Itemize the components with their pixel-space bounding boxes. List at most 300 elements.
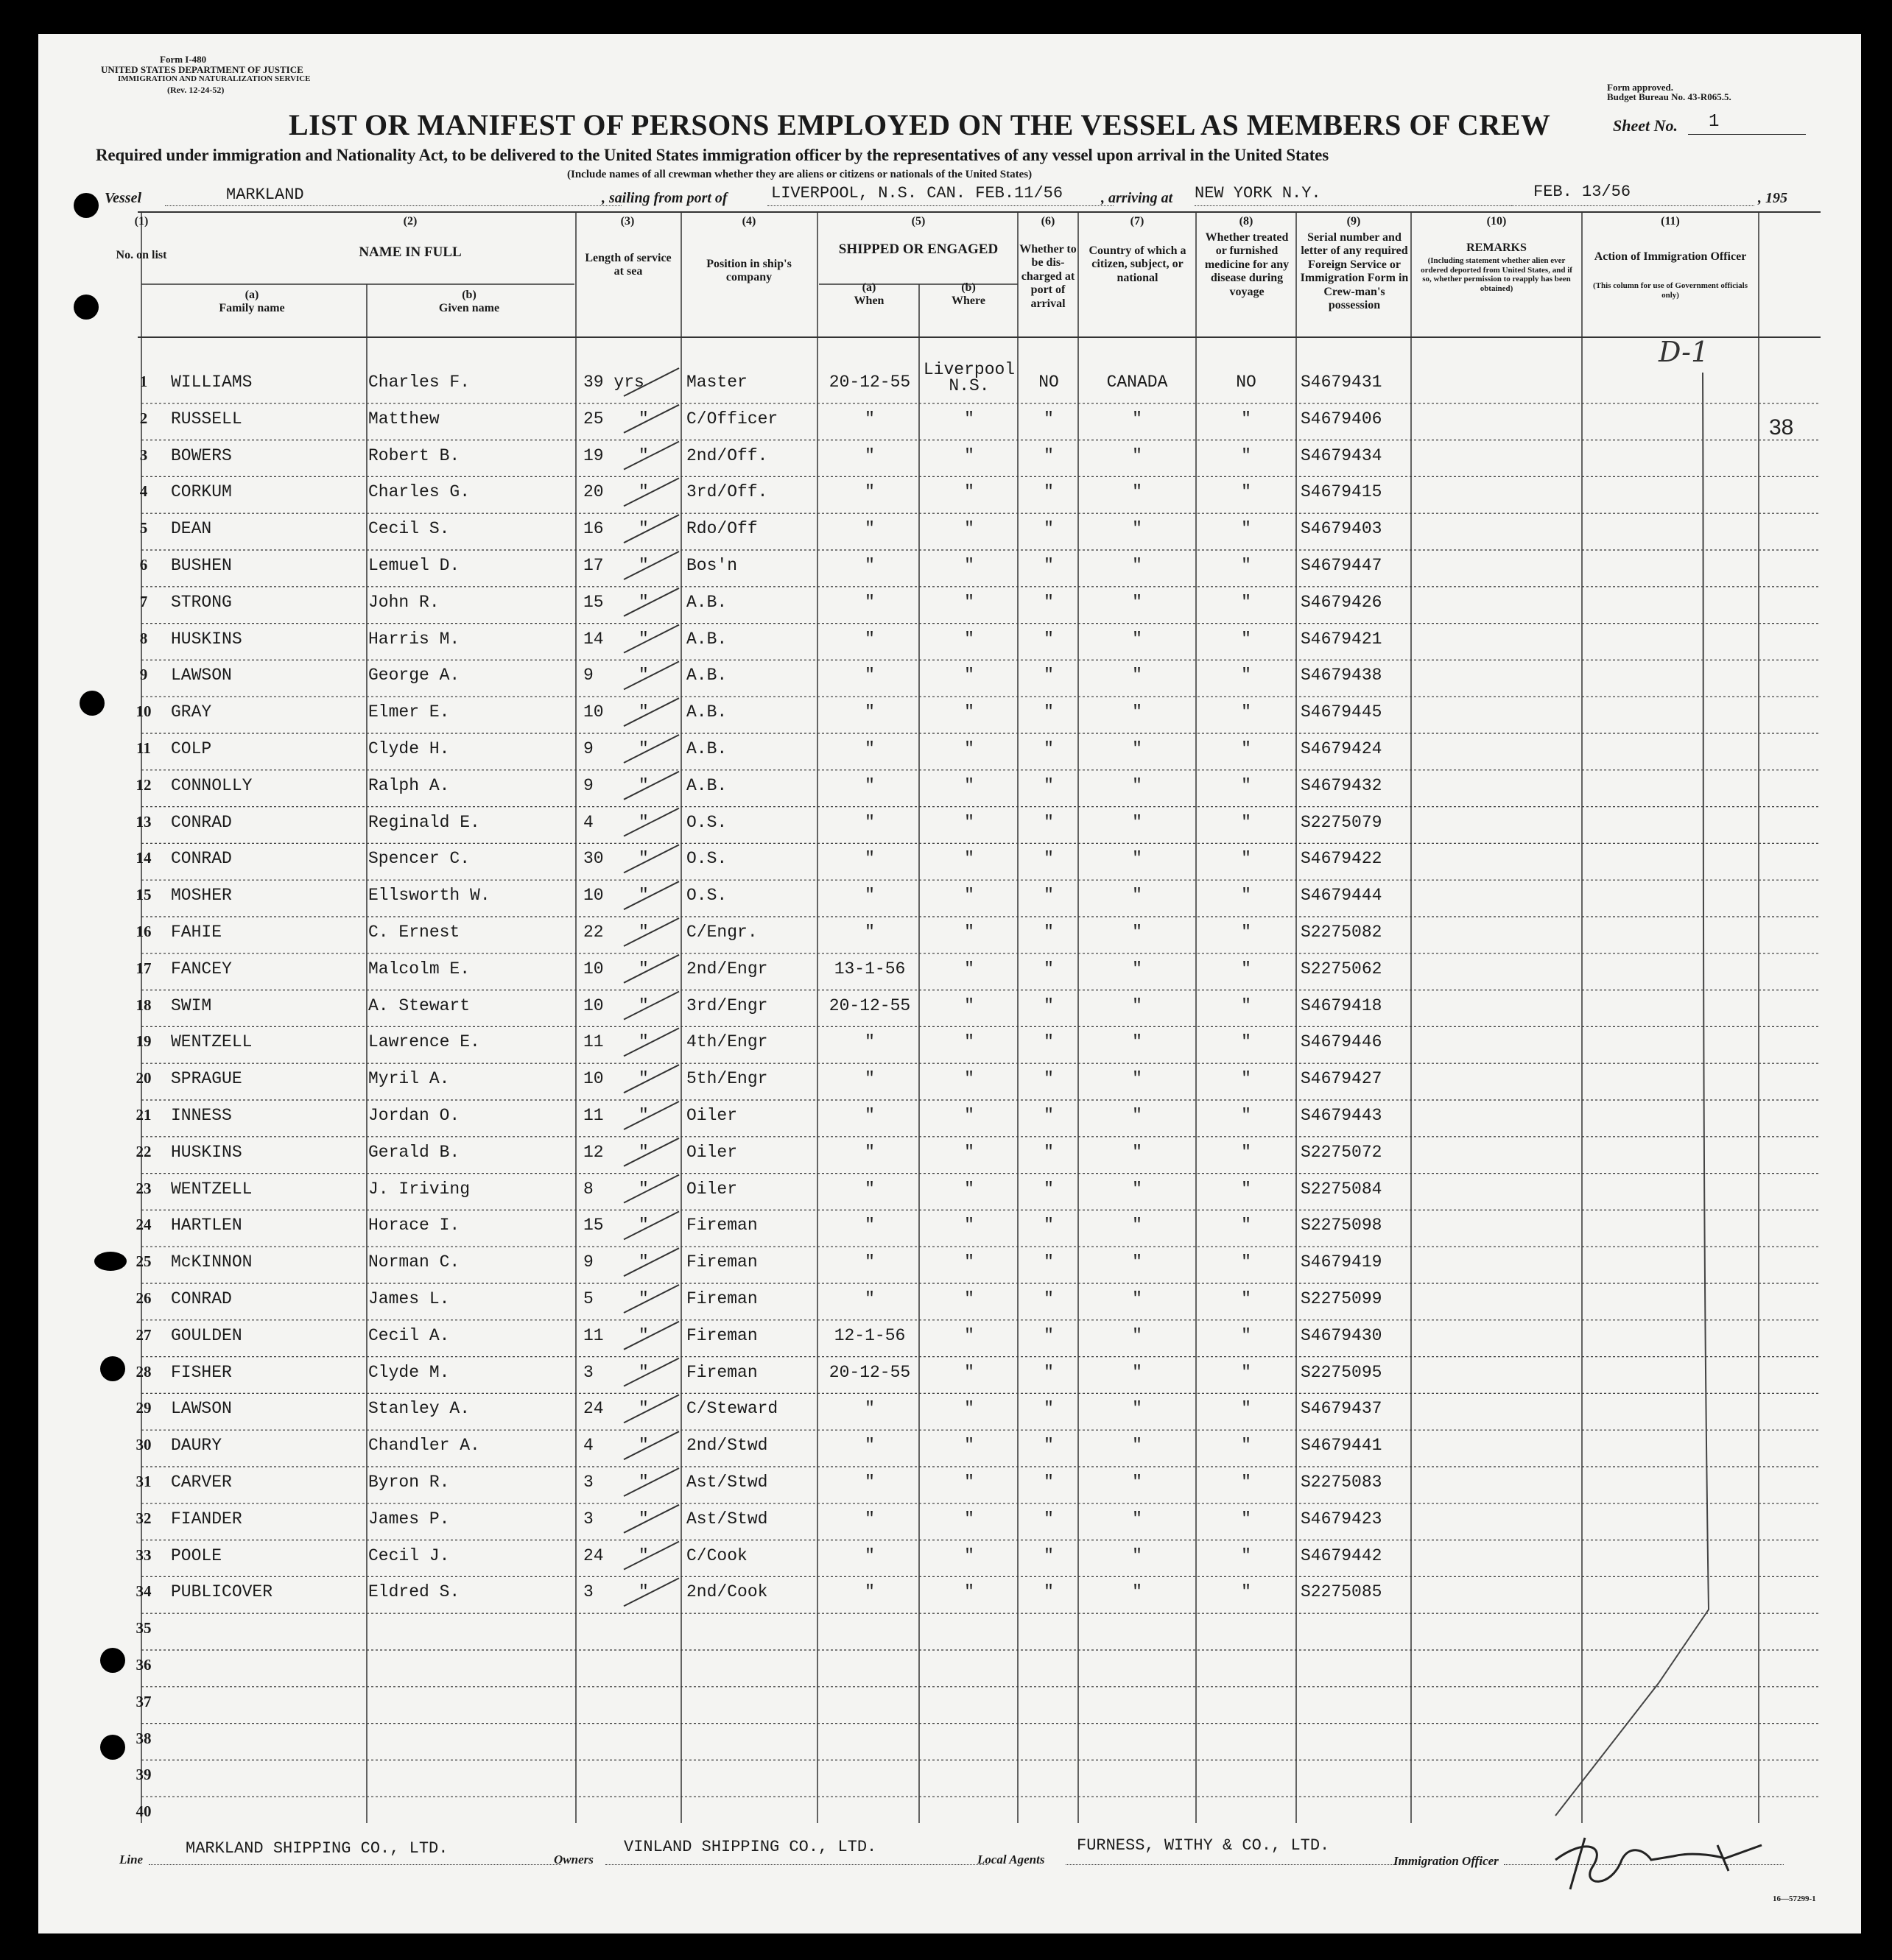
service-ditto: " bbox=[639, 923, 649, 942]
cell-serial: S4679445 bbox=[1301, 702, 1382, 722]
cell-when: 20-12-55 bbox=[829, 373, 911, 392]
cell-discharged: " bbox=[1044, 739, 1054, 758]
service-ditto: " bbox=[639, 666, 649, 685]
cell-discharged: " bbox=[1044, 849, 1054, 869]
cell-serial: S2275098 bbox=[1301, 1216, 1382, 1235]
cell-discharged: " bbox=[1044, 592, 1054, 612]
cell-serial: S4679432 bbox=[1301, 775, 1382, 795]
include-note: (Include names of all crewman whether they are aliens or citizens or nationals of the United States) bbox=[567, 169, 1033, 180]
cell-serial: S4679431 bbox=[1301, 373, 1382, 392]
cell-service: 3 bbox=[583, 1509, 594, 1529]
cell-position: A.B. bbox=[686, 629, 728, 649]
cell-country: " bbox=[1132, 1216, 1142, 1235]
service-ditto: " bbox=[639, 1545, 649, 1565]
cell-where: " bbox=[964, 886, 974, 906]
cell-country: " bbox=[1132, 1289, 1142, 1308]
cell-discharged: " bbox=[1044, 445, 1054, 465]
cell-family: LAWSON bbox=[171, 666, 232, 685]
form-revision: (Rev. 12-24-52) bbox=[167, 85, 225, 95]
service-ditto: " bbox=[639, 849, 649, 869]
cell-position: Fireman bbox=[686, 1325, 758, 1345]
cell-given: Ellsworth W. bbox=[368, 886, 490, 906]
row-number: 6 bbox=[139, 556, 148, 574]
cell-serial: S2275083 bbox=[1301, 1473, 1382, 1492]
cell-where: " bbox=[964, 592, 974, 612]
cell-position: Fireman bbox=[686, 1362, 758, 1382]
cell-family: BOWERS bbox=[171, 445, 232, 465]
cell-serial: S4679442 bbox=[1301, 1545, 1382, 1565]
cell-when: " bbox=[865, 519, 875, 539]
col5-header: SHIPPED OR ENGAGED bbox=[838, 242, 999, 257]
cell-country: " bbox=[1132, 775, 1142, 795]
cell-country: " bbox=[1132, 1142, 1142, 1162]
row-number: 3 bbox=[139, 445, 148, 464]
cell-medicine: " bbox=[1241, 1216, 1251, 1235]
cell-family: FISHER bbox=[171, 1362, 232, 1382]
cell-service: 11 bbox=[583, 1325, 604, 1345]
cell-given: James P. bbox=[368, 1509, 450, 1529]
cell-where: " bbox=[964, 519, 974, 539]
cell-country: " bbox=[1132, 995, 1142, 1015]
cell-country: " bbox=[1132, 1179, 1142, 1199]
cell-family: LAWSON bbox=[171, 1399, 232, 1419]
cell-discharged: " bbox=[1044, 923, 1054, 942]
cell-given: Charles F. bbox=[368, 373, 471, 392]
service-ditto: " bbox=[639, 1069, 649, 1089]
cell-where: " bbox=[964, 409, 974, 429]
cell-discharged: " bbox=[1044, 1473, 1054, 1492]
cell-family: McKINNON bbox=[171, 1252, 253, 1272]
cell-position: 4th/Engr bbox=[686, 1032, 768, 1052]
row-number: 7 bbox=[139, 592, 148, 610]
col11-header: Action of Immigration Officer bbox=[1594, 250, 1747, 263]
cell-family: GRAY bbox=[171, 702, 212, 722]
row-number: 38 bbox=[136, 1729, 152, 1747]
cell-service: 22 bbox=[583, 923, 604, 942]
service-ditto: " bbox=[639, 1509, 649, 1529]
cell-where: " bbox=[964, 1399, 974, 1419]
cell-where: " bbox=[964, 1545, 974, 1565]
cell-discharged: " bbox=[1044, 959, 1054, 979]
cell-medicine: " bbox=[1241, 629, 1251, 649]
cell-service: 3 bbox=[583, 1362, 594, 1382]
row-number: 37 bbox=[136, 1692, 152, 1710]
owners-company: VINLAND SHIPPING CO., LTD. bbox=[624, 1838, 877, 1856]
cell-service: 10 bbox=[583, 959, 604, 979]
cell-medicine: " bbox=[1241, 1325, 1251, 1345]
cell-where: " bbox=[964, 1106, 974, 1125]
cell-position: Oiler bbox=[686, 1106, 738, 1125]
cell-medicine: " bbox=[1241, 886, 1251, 906]
cell-given: John R. bbox=[368, 592, 440, 612]
cell-where: Liverpool N.S. bbox=[923, 360, 1016, 395]
service-ditto: " bbox=[639, 1032, 649, 1052]
cell-where: " bbox=[964, 1252, 974, 1272]
cell-medicine: " bbox=[1241, 1545, 1251, 1565]
cell-medicine: " bbox=[1241, 849, 1251, 869]
col1-number: (1) bbox=[134, 215, 149, 228]
subtitle: Required under immigration and Nationality Act, to be delivered to the United States immigration officer by the representatives of any vessel upon arrival in the United States bbox=[96, 146, 1329, 164]
cell-country: " bbox=[1132, 886, 1142, 906]
cell-serial: S4679403 bbox=[1301, 519, 1382, 539]
cell-service: 16 bbox=[583, 519, 604, 539]
cell-discharged: " bbox=[1044, 1216, 1054, 1235]
table-grid bbox=[38, 34, 1861, 1933]
cell-position: 2nd/Stwd bbox=[686, 1436, 768, 1456]
cell-given: Lawrence E. bbox=[368, 1032, 480, 1052]
cell-position: O.S. bbox=[686, 812, 728, 832]
action-mark: D-1 bbox=[1659, 336, 1709, 368]
cell-medicine: " bbox=[1241, 1509, 1251, 1529]
cell-service: 9 bbox=[583, 739, 594, 758]
cell-when: " bbox=[865, 1473, 875, 1492]
cell-when: " bbox=[865, 1289, 875, 1308]
cell-given: Eldred S. bbox=[368, 1582, 460, 1602]
agents-company: FURNESS, WITHY & CO., LTD. bbox=[1077, 1836, 1330, 1855]
cell-serial: S4679423 bbox=[1301, 1509, 1382, 1529]
cell-service: 4 bbox=[583, 812, 594, 832]
col4-header: Position in ship's company bbox=[706, 258, 792, 284]
cell-service: 20 bbox=[583, 482, 604, 502]
cell-given: Norman C. bbox=[368, 1252, 460, 1272]
cell-country: " bbox=[1132, 1436, 1142, 1456]
cell-country: " bbox=[1132, 482, 1142, 502]
cell-where: " bbox=[964, 482, 974, 502]
cell-serial: S4679406 bbox=[1301, 409, 1382, 429]
cell-position: Fireman bbox=[686, 1289, 758, 1308]
punch-hole bbox=[94, 1252, 127, 1271]
cell-when: " bbox=[865, 702, 875, 722]
cell-discharged: " bbox=[1044, 1252, 1054, 1272]
service-ditto: " bbox=[639, 886, 649, 906]
cell-service: 10 bbox=[583, 1069, 604, 1089]
col10-subheader: (Including statement whether alien ever ordered deported from United States, and if so, whether permission to reapply has been obtained) bbox=[1421, 256, 1572, 293]
row-number: 19 bbox=[136, 1032, 152, 1051]
row-number: 39 bbox=[136, 1766, 152, 1784]
cell-position: Bos'n bbox=[686, 556, 738, 575]
cell-position: 2nd/Cook bbox=[686, 1582, 768, 1602]
agency-line1: UNITED STATES DEPARTMENT OF JUSTICE bbox=[101, 64, 303, 75]
cell-given: Lemuel D. bbox=[368, 556, 460, 575]
cell-country: " bbox=[1132, 519, 1142, 539]
cell-country: " bbox=[1132, 666, 1142, 685]
cell-position: 3rd/Engr bbox=[686, 995, 768, 1015]
cell-service: 10 bbox=[583, 886, 604, 906]
cell-position: Ast/Stwd bbox=[686, 1509, 768, 1529]
cell-when: " bbox=[865, 629, 875, 649]
approved-line2: Budget Bureau No. 43-R065.5. bbox=[1607, 91, 1731, 102]
cell-medicine: " bbox=[1241, 995, 1251, 1015]
cell-given: Jordan O. bbox=[368, 1106, 460, 1125]
punch-hole bbox=[80, 691, 105, 716]
cell-family: DAURY bbox=[171, 1436, 222, 1456]
cell-when: 20-12-55 bbox=[829, 995, 911, 1015]
cell-service: 11 bbox=[583, 1106, 604, 1125]
cell-where: " bbox=[964, 666, 974, 685]
cell-where: " bbox=[964, 1069, 974, 1089]
col9-number: (9) bbox=[1346, 215, 1361, 228]
col1-header: No. on list bbox=[116, 249, 167, 261]
row-number: 40 bbox=[136, 1802, 152, 1821]
cell-position: Master bbox=[686, 373, 748, 392]
cell-family: CONRAD bbox=[171, 849, 232, 869]
cell-when: " bbox=[865, 1399, 875, 1419]
cell-medicine: " bbox=[1241, 702, 1251, 722]
col8-number: (8) bbox=[1239, 215, 1253, 228]
row-number: 10 bbox=[136, 702, 152, 721]
row-number: 33 bbox=[136, 1545, 152, 1564]
row-number: 4 bbox=[139, 482, 148, 501]
cell-where: " bbox=[964, 1582, 974, 1602]
cell-medicine: " bbox=[1241, 812, 1251, 832]
cell-when: " bbox=[865, 739, 875, 758]
cell-serial: S2275095 bbox=[1301, 1362, 1382, 1382]
cell-service: 39 yrs bbox=[583, 373, 644, 392]
row-number: 22 bbox=[136, 1142, 152, 1160]
arrival-date: FEB. 13/56 bbox=[1533, 183, 1631, 201]
cell-discharged: " bbox=[1044, 1399, 1054, 1419]
cell-country: " bbox=[1132, 1399, 1142, 1419]
col2-number: (2) bbox=[403, 215, 418, 228]
row-number: 21 bbox=[136, 1106, 152, 1124]
form-number: Form I-480 bbox=[160, 54, 207, 65]
cell-family: CONRAD bbox=[171, 1289, 232, 1308]
cell-service: 15 bbox=[583, 592, 604, 612]
col5a-header: (a) When bbox=[854, 281, 885, 308]
cell-family: DEAN bbox=[171, 519, 212, 539]
cell-family: SWIM bbox=[171, 995, 212, 1015]
cell-where: " bbox=[964, 1473, 974, 1492]
sailing-from: LIVERPOOL, N.S. CAN. FEB.11/56 bbox=[771, 184, 1063, 202]
cell-position: O.S. bbox=[686, 849, 728, 869]
row-number: 1 bbox=[139, 373, 148, 390]
cell-when: " bbox=[865, 1069, 875, 1089]
cell-country: " bbox=[1132, 409, 1142, 429]
approved-line1: Form approved. bbox=[1607, 82, 1674, 93]
service-ditto: " bbox=[639, 1362, 649, 1382]
cell-serial: S4679447 bbox=[1301, 556, 1382, 575]
cell-medicine: " bbox=[1241, 1032, 1251, 1052]
cell-given: Matthew bbox=[368, 409, 440, 429]
cell-medicine: " bbox=[1241, 1362, 1251, 1382]
vessel-label: Vessel bbox=[105, 190, 141, 206]
cell-discharged: " bbox=[1044, 1362, 1054, 1382]
cell-given: Gerald B. bbox=[368, 1142, 460, 1162]
cell-when: " bbox=[865, 1582, 875, 1602]
cell-medicine: " bbox=[1241, 592, 1251, 612]
cell-country: " bbox=[1132, 1325, 1142, 1345]
col2-header: NAME IN FULL bbox=[359, 244, 462, 260]
cell-family: CORKUM bbox=[171, 482, 232, 502]
cell-discharged: NO bbox=[1038, 373, 1059, 392]
row-number: 18 bbox=[136, 995, 152, 1014]
cell-family: CONNOLLY bbox=[171, 775, 253, 795]
cell-when: " bbox=[865, 666, 875, 685]
cell-serial: S4679418 bbox=[1301, 995, 1382, 1015]
service-ditto: " bbox=[639, 592, 649, 612]
col4-number: (4) bbox=[742, 215, 756, 228]
row-number: 17 bbox=[136, 959, 152, 977]
cell-country: " bbox=[1132, 812, 1142, 832]
service-ditto: " bbox=[639, 409, 649, 429]
cell-where: " bbox=[964, 1289, 974, 1308]
cell-country: " bbox=[1132, 1509, 1142, 1529]
cell-medicine: " bbox=[1241, 1473, 1251, 1492]
cell-medicine: " bbox=[1241, 1069, 1251, 1089]
cell-where: " bbox=[964, 1142, 974, 1162]
cell-medicine: " bbox=[1241, 923, 1251, 942]
cell-position: A.B. bbox=[686, 702, 728, 722]
row-number: 9 bbox=[139, 666, 148, 684]
cell-where: " bbox=[964, 702, 974, 722]
cell-position: A.B. bbox=[686, 666, 728, 685]
row-number: 24 bbox=[136, 1216, 152, 1234]
cell-when: " bbox=[865, 1252, 875, 1272]
cell-serial: S4679415 bbox=[1301, 482, 1382, 502]
punch-hole bbox=[100, 1648, 125, 1673]
cell-when: 12-1-56 bbox=[834, 1325, 906, 1345]
cell-service: 10 bbox=[583, 702, 604, 722]
cell-family: INNESS bbox=[171, 1106, 232, 1125]
cell-serial: S4679419 bbox=[1301, 1252, 1382, 1272]
cell-family: GOULDEN bbox=[171, 1325, 242, 1345]
officer-signature bbox=[1541, 1816, 1784, 1897]
cell-serial: S2275062 bbox=[1301, 959, 1382, 979]
cell-serial: S4679426 bbox=[1301, 592, 1382, 612]
cell-where: " bbox=[964, 1216, 974, 1235]
col10-header: REMARKS bbox=[1466, 242, 1527, 254]
cell-where: " bbox=[964, 849, 974, 869]
cell-serial: S4679434 bbox=[1301, 445, 1382, 465]
cell-given: Charles G. bbox=[368, 482, 471, 502]
cell-position: O.S. bbox=[686, 886, 728, 906]
cell-family: MOSHER bbox=[171, 886, 232, 906]
cell-serial: S4679437 bbox=[1301, 1399, 1382, 1419]
cell-given: Robert B. bbox=[368, 445, 460, 465]
service-ditto: " bbox=[639, 739, 649, 758]
cell-given: Myril A. bbox=[368, 1069, 450, 1089]
cell-when: " bbox=[865, 445, 875, 465]
service-ditto: " bbox=[639, 1473, 649, 1492]
cell-given: Harris M. bbox=[368, 629, 460, 649]
cell-where: " bbox=[964, 923, 974, 942]
cell-position: A.B. bbox=[686, 775, 728, 795]
col2a-header: (a) Family name bbox=[219, 289, 285, 315]
cell-medicine: NO bbox=[1236, 373, 1256, 392]
cell-given: Spencer C. bbox=[368, 849, 471, 869]
cell-serial: S2275084 bbox=[1301, 1179, 1382, 1199]
row-number: 32 bbox=[136, 1509, 152, 1527]
cell-family: HUSKINS bbox=[171, 629, 242, 649]
cell-given: James L. bbox=[368, 1289, 450, 1308]
cell-position: Ast/Stwd bbox=[686, 1473, 768, 1492]
cell-family: CARVER bbox=[171, 1473, 232, 1492]
cell-where: " bbox=[964, 775, 974, 795]
row-number: 2 bbox=[139, 409, 148, 427]
cell-country: " bbox=[1132, 1362, 1142, 1382]
cell-discharged: " bbox=[1044, 702, 1054, 722]
cell-discharged: " bbox=[1044, 629, 1054, 649]
cell-serial: S4679422 bbox=[1301, 849, 1382, 869]
row-number: 29 bbox=[136, 1399, 152, 1417]
owners-underline bbox=[605, 1864, 988, 1865]
cell-when: " bbox=[865, 556, 875, 575]
manifest-sheet bbox=[38, 34, 1861, 1933]
cell-family: HARTLEN bbox=[171, 1216, 242, 1235]
cell-position: A.B. bbox=[686, 592, 728, 612]
service-ditto: " bbox=[639, 629, 649, 649]
cell-given: Ralph A. bbox=[368, 775, 450, 795]
row-number: 35 bbox=[136, 1619, 152, 1638]
service-ditto: " bbox=[639, 1436, 649, 1456]
cell-where: " bbox=[964, 629, 974, 649]
col5-number: (5) bbox=[911, 215, 926, 228]
row-number: 27 bbox=[136, 1325, 152, 1344]
cell-when: " bbox=[865, 1436, 875, 1456]
margin-number: 38 bbox=[1769, 415, 1794, 440]
cell-service: 12 bbox=[583, 1142, 604, 1162]
cell-position: Rdo/Off bbox=[686, 519, 758, 539]
officer-bracket-line bbox=[1555, 373, 1709, 1816]
cell-given: Cecil J. bbox=[368, 1545, 450, 1565]
cell-medicine: " bbox=[1241, 409, 1251, 429]
cell-serial: S4679446 bbox=[1301, 1032, 1382, 1052]
cell-medicine: " bbox=[1241, 1179, 1251, 1199]
col7-header: Country of which a citizen, subject, or national bbox=[1089, 244, 1186, 284]
cell-where: " bbox=[964, 995, 974, 1015]
service-ditto: " bbox=[639, 1325, 649, 1345]
cell-medicine: " bbox=[1241, 775, 1251, 795]
row-number: 11 bbox=[136, 739, 151, 757]
cell-country: " bbox=[1132, 592, 1142, 612]
cell-discharged: " bbox=[1044, 666, 1054, 685]
cell-medicine: " bbox=[1241, 959, 1251, 979]
cell-family: WENTZELL bbox=[171, 1032, 253, 1052]
col3-header: Length of service at sea bbox=[585, 252, 672, 278]
cell-where: " bbox=[964, 812, 974, 832]
row-number: 13 bbox=[136, 812, 152, 831]
cell-family: WILLIAMS bbox=[171, 373, 253, 392]
cell-discharged: " bbox=[1044, 1289, 1054, 1308]
cell-service: 24 bbox=[583, 1399, 604, 1419]
cell-given: Stanley A. bbox=[368, 1399, 471, 1419]
cell-where: " bbox=[964, 1436, 974, 1456]
cell-discharged: " bbox=[1044, 812, 1054, 832]
service-ditto: " bbox=[639, 775, 649, 795]
row-number: 16 bbox=[136, 923, 152, 940]
cell-service: 19 bbox=[583, 445, 604, 465]
cell-medicine: " bbox=[1241, 1582, 1251, 1602]
cell-where: " bbox=[964, 556, 974, 575]
cell-discharged: " bbox=[1044, 1582, 1054, 1602]
row-number: 31 bbox=[136, 1473, 152, 1490]
service-ditto: " bbox=[639, 1179, 649, 1199]
cell-service: 8 bbox=[583, 1179, 594, 1199]
col2b-header: (b) Given name bbox=[438, 289, 500, 315]
cell-position: 2nd/Engr bbox=[686, 959, 768, 979]
cell-discharged: " bbox=[1044, 1545, 1054, 1565]
cell-service: 30 bbox=[583, 849, 604, 869]
agency-line2: IMMIGRATION AND NATURALIZATION SERVICE bbox=[118, 74, 311, 83]
cell-service: 3 bbox=[583, 1582, 594, 1602]
row-number: 23 bbox=[136, 1179, 152, 1197]
cell-family: RUSSELL bbox=[171, 409, 242, 429]
col6-header: Whether to be dis-charged at port of arrival bbox=[1019, 243, 1077, 310]
col7-number: (7) bbox=[1130, 215, 1144, 228]
cell-service: 10 bbox=[583, 995, 604, 1015]
cell-serial: S4679438 bbox=[1301, 666, 1382, 685]
col6-number: (6) bbox=[1041, 215, 1055, 228]
